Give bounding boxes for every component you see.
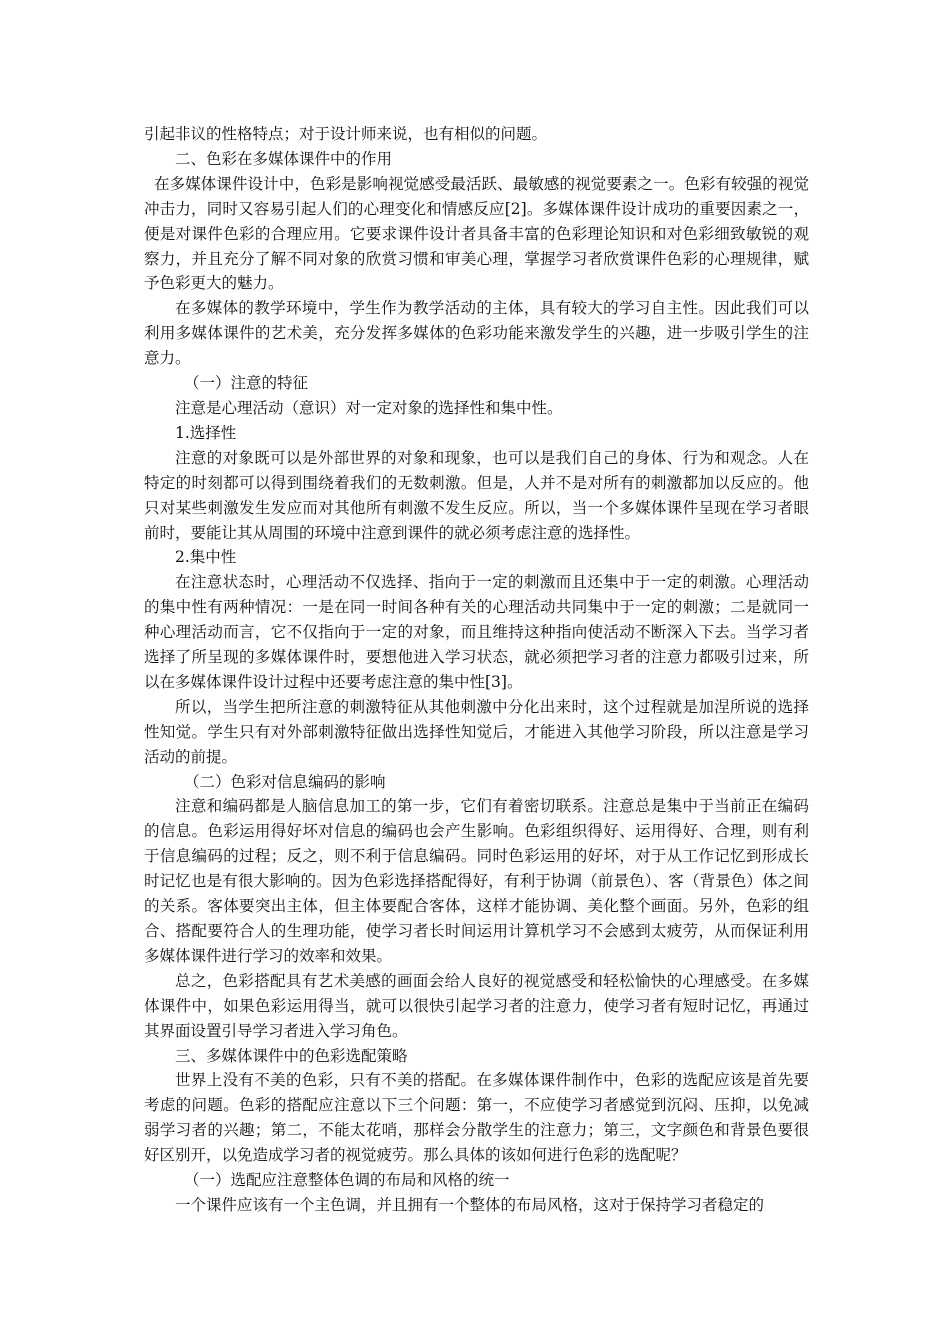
paragraph: 2.集中性 [175,548,237,567]
paragraph: 世界上没有不美的色彩，只有不美的搭配。在多媒体课件制作中，色彩的选配应该是首先要考虑的问题。色彩的搭配应注意以下三个问题：第一，不应使学习者感觉到沉闷、压抑，以免减弱学习者的兴趣；第二，不能太花哨，那样会分散学生的注意力；第三，文字颜色和背景色要很好区别开，以免造成学习者的视觉疲劳。那么具体的该如何进行色彩的选配呢？ [144,1071,809,1165]
paragraph: 一个课件应该有一个主色调，并且拥有一个整体的布局风格，这对于保持学习者稳定的 [175,1195,765,1214]
paragraph: 在多媒体课件设计中，色彩是影响视觉感受最活跃、最敏感的视觉要素之一。色彩有较强的视觉冲击力，同时又容易引起人们的心理变化和情感反应[2]。多媒体课件设计成功的重要因素之一，便是对课件色彩的合理应用。它要求课件设计者具备丰富的色彩理论知识和对色彩细致敏锐的观察力，并且充分了解不同对象的欣赏习惯和审美心理，掌握学习者欣赏课件色彩的心理规律，赋予色彩更大的魅力。 [144,174,809,293]
paragraph: 1.选择性 [175,423,237,442]
section-heading: 三、多媒体课件中的色彩选配策略 [175,1046,408,1065]
subsection-heading: （二）色彩对信息编码的影响 [184,772,386,791]
paragraph: 注意和编码都是人脑信息加工的第一步，它们有着密切联系。注意总是集中于当前正在编码的信息。色彩运用得好坏对信息的编码也会产生影响。色彩组织得好、运用得好、合理，则有利于信息编码的过程；反之，则不利于信息编码。同时色彩运用的好坏，对于从工作记忆到形成长时记忆也是有很大影响的。因为色彩选择搭配得好，有利于协调（前景色）、客（背景色）体之间的关系。客体要突出主体，但主体要配合客体，这样才能协调、美化整个画面。另外，色彩的组合、搭配要符合人的生理功能，使学习者长时间运用计算机学习不会感到太疲劳，从而保证利用多媒体课件进行学习的效率和效果。 [144,797,809,965]
paragraph: 注意是心理活动（意识）对一定对象的选择性和集中性。 [175,398,563,417]
document-body [144,122,809,1218]
paragraph: 在多媒体的教学环境中，学生作为教学活动的主体，具有较大的学习自主性。因此我们可以利用多媒体课件的艺术美，充分发挥多媒体的色彩功能来激发学生的兴趣，进一步吸引学生的注意力。 [144,299,809,368]
paragraph: 注意的对象既可以是外部世界的对象和现象，也可以是我们自己的身体、行为和观念。人在特定的时刻都可以得到围绕着我们的无数刺激。但是，人并不是对所有的刺激都加以反应的。他只对某些刺激发生发应而对其他所有刺激不发生反应。所以，当一个多媒体课件呈现在学习者眼前时，要能让其从周围的环境中注意到课件的就必须考虑注意的选择性。 [144,448,809,542]
paragraph: 所以，当学生把所注意的刺激特征从其他刺激中分化出来时，这个过程就是加涅所说的选择性知觉。学生只有对外部刺激特征做出选择性知觉后，才能进入其他学习阶段，所以注意是学习活动的前提。 [144,697,809,766]
subsection-heading: （一）注意的特征 [184,374,309,393]
paragraph: 总之，色彩搭配具有艺术美感的画面会给人良好的视觉感受和轻松愉快的心理感受。在多媒体课件中，如果色彩运用得当，就可以很快引起学习者的注意力，使学习者有短时记忆，再通过其界面设置引导学习者进入学习角色。 [144,971,809,1040]
paragraph: 引起非议的性格特点；对于设计师来说，也有相似的问题。 [144,125,548,143]
subsection-heading: （一）选配应注意整体色调的布局和风格的统一 [184,1171,510,1190]
section-heading: 二、色彩在多媒体课件中的作用 [175,149,393,168]
paragraph: 在注意状态时，心理活动不仅选择、指向于一定的刺激而且还集中于一定的刺激。心理活动的集中性有两种情况：一是在同一时间各种有关的心理活动共同集中于一定的刺激；二是就同一种心理活动而言，它不仅指向于一定的对象，而且维持这种指向使活动不断深入下去。当学习者选择了所呈现的多媒体课件时，要想他进入学习状态，就必须把学习者的注意力都吸引过来，所以在多媒体课件设计过程中还要考虑注意的集中性[3]。 [144,573,809,691]
